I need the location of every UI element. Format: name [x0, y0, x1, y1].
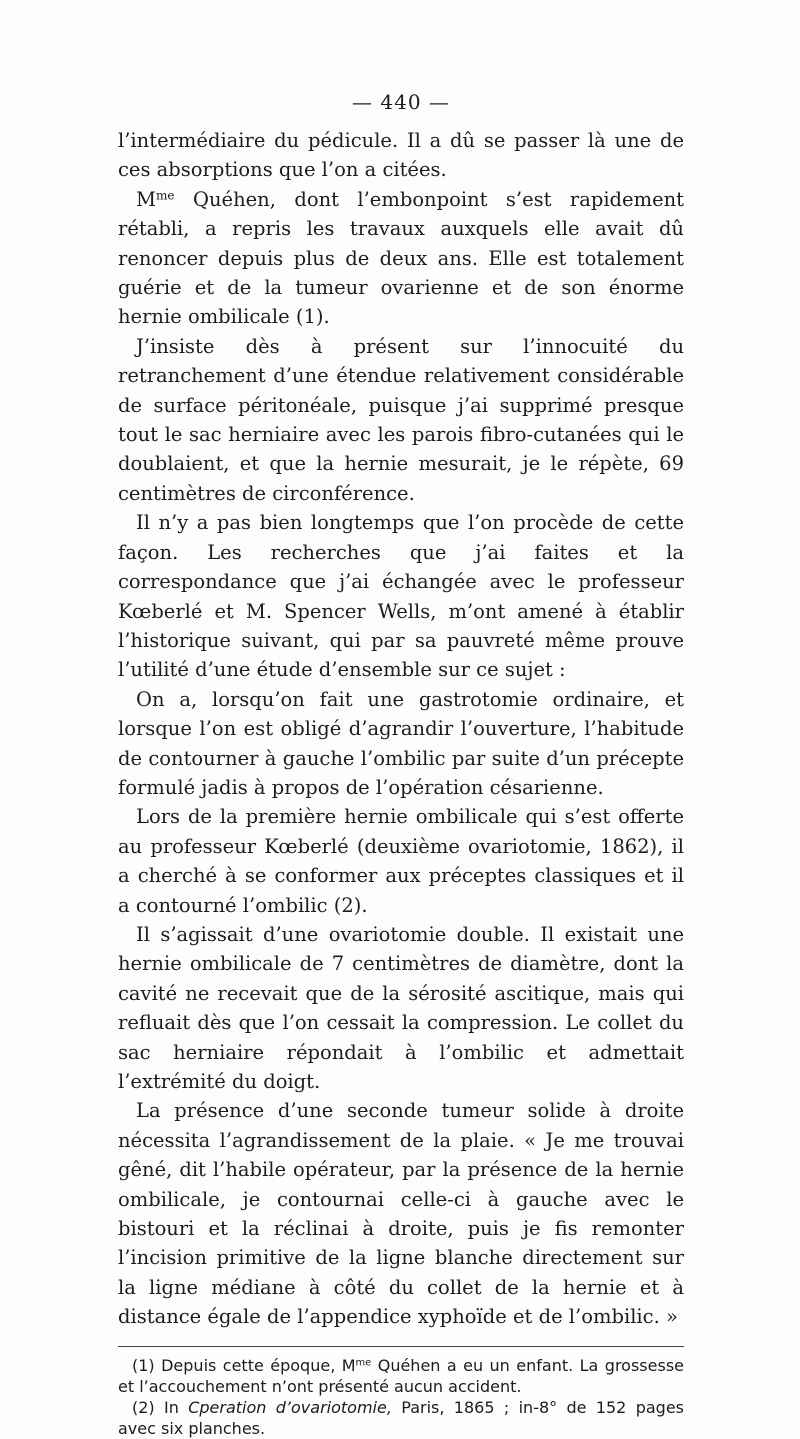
footnote	[118, 1355, 684, 1397]
paragraph: La présence d’une seconde tumeur solide à droite nécessita l’agrandissement de la plaie. « Je me trouvai gêné, dit l’habile opérateur, par la présence de la hernie ombilicale, je contournai celle-ci à gauche avec le bistouri et la réclinai à droite, puis je fis remonter l’incision primitive de la ligne blanche directement sur la ligne médiane à côté du collet de la hernie et à distance égale de l’appendice xyphoïde et de l’ombilic. »	[118, 1099, 684, 1329]
book-page	[118, 90, 684, 1439]
paragraph-text: Quéhen, dont l’embonpoint s’est rapidement rétabli, a repris les travaux auxquels elle avait dû renoncer depuis plus de deux ans. Elle est totalement guérie et de la tumeur ovarienne et de son énorme hernie ombilicale (1).	[118, 187, 684, 329]
paragraph: On a, lorsqu’on fait une gastrotomie ordinaire, et lorsque l’on est obligé d’agrandir l’ouverture, l’habitude de contourner à gauche l’ombilic par suite d’un précepte formulé jadis à propos de l’opération césarienne.	[118, 687, 684, 799]
footnotes	[118, 1355, 684, 1439]
paragraph: l’intermédiaire du pédicule. Il a dû se passer là une de ces absorptions que l’on a citées.	[118, 129, 684, 182]
page-number: — 440 —	[352, 90, 450, 114]
paragraph: Il s’agissait d’une ovariotomie double. Il existait une hernie ombilicale de 7 centimètres de diamètre, dont la cavité ne recevait que de la sérosité ascitique, mais qui refluait dès que l’on cessait la compression. Le collet du sac herniaire répondait à l’ombilic et admettait l’extrémité du doigt.	[118, 922, 684, 1093]
paragraph	[118, 185, 684, 332]
footnote-title: Cperation d’ovariotomie,	[188, 1397, 392, 1417]
paragraph: Lors de la première hernie ombilicale qui s’est offerte au professeur Kœberlé (deuxième ovariotomie, 1862), il a cherché à se conformer aux préceptes classiques et il a contourné l’ombilic (2).	[118, 805, 684, 917]
footnote-separator	[118, 1346, 684, 1347]
footnote-text: Paris, 1865 ; in-8° de 152 pages avec six planches.	[118, 1397, 685, 1438]
paragraph: Il n’y a pas bien longtemps que l’on procède de cette façon. Les recherches que j’ai faites et la correspondance que j’ai échangée avec le professeur Kœberlé et M. Spencer Wells, m’ont amené à établir l’historique suivant, qui par sa pauvreté même prouve l’utilité d’une étude d’ensemble sur ce sujet :	[118, 511, 684, 682]
footnote-text: (1) Depuis cette époque, M	[132, 1355, 356, 1375]
footnote	[118, 1397, 684, 1439]
body-text	[118, 126, 684, 1332]
honorific-superscript: me	[155, 188, 175, 203]
footnote-text: (2) In	[132, 1397, 189, 1417]
honorific: M	[136, 187, 156, 211]
footnote-text: Quéhen a eu un enfant. La grossesse et l’accouchement n’ont présenté aucun accident.	[118, 1355, 684, 1396]
paragraph: J’insiste dès à présent sur l’innocuité du retranchement d’une étendue relativement considérable de surface péritonéale, puisque j’ai supprimé presque tout le sac herniaire avec les parois fibro-cutanées qui le doublaient, et que la hernie mesurait, je le répète, 69 centimètres de circonférence.	[118, 334, 684, 505]
footnote-superscript: me	[355, 1357, 372, 1369]
